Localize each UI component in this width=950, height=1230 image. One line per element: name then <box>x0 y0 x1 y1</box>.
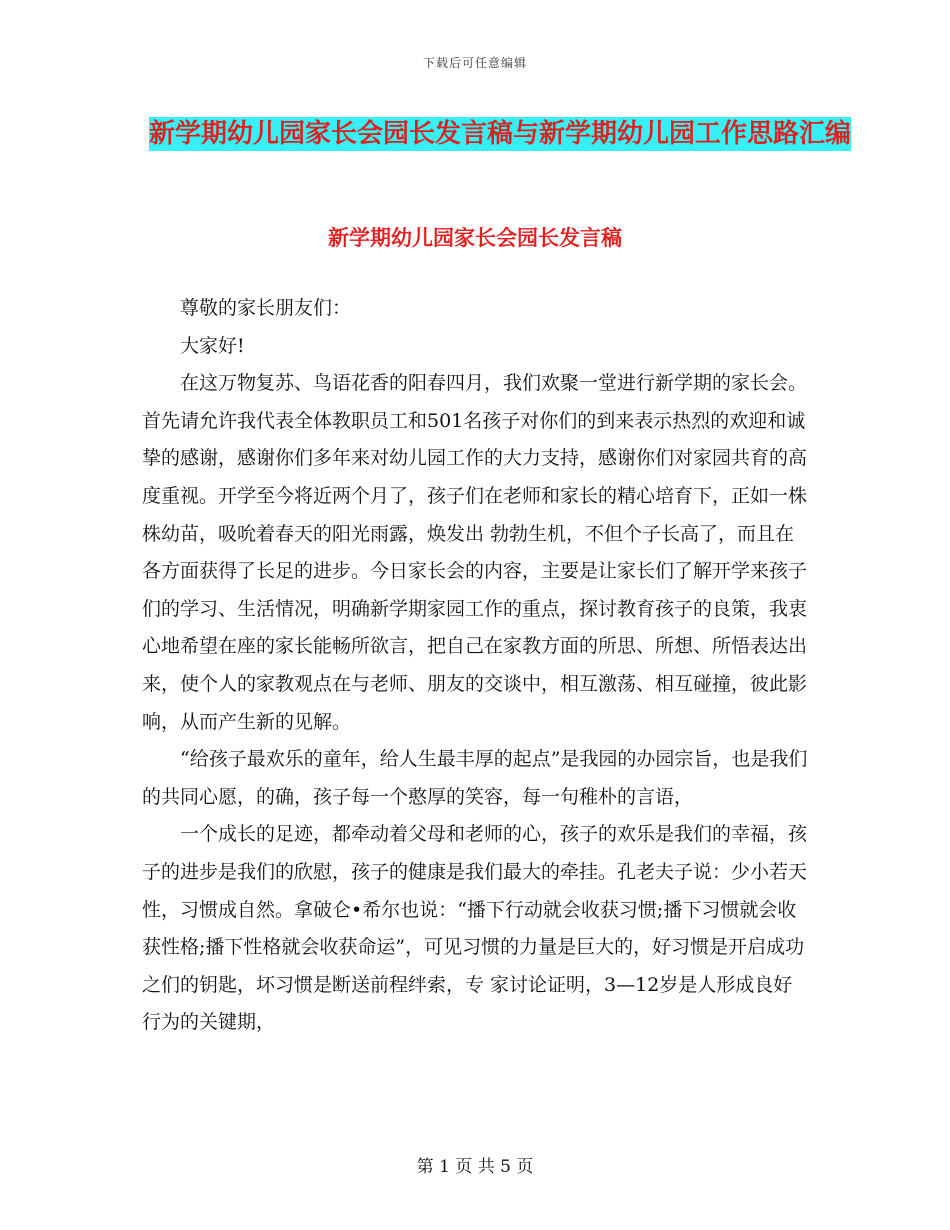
document-title: 新学期幼儿园家长会园长发言稿与新学期幼儿园工作思路汇编 <box>148 119 851 149</box>
salutation-paragraph: 尊敬的家长朋友们： <box>180 297 352 319</box>
greeting-paragraph: 大家好! <box>180 334 245 357</box>
body-paragraph: 一个成长的足迹，都牵动着父母和老师的心，孩子的欢乐是我们的幸福，孩子的进步是我们的欣慰，孩子的健康是我们最大的牵挂。孔老夫子说：少小若天性，习惯成自然。拿破仑•希尔也说：“播下行动就会收获习惯;播下习惯就会收获性格;播下性格就会收获命运”，可见习惯的力量是巨大的，好习惯是开启成功之们的钥匙，坏习惯是断送前程绊索，专 家讨论证明，3—12岁是人形成良好行为的关键期， <box>142 823 808 1034</box>
body-paragraph: “给孩子最欢乐的童年，给人生最丰厚的起点”是我园的办园宗旨，也是我们的共同心愿，的确，孩子每一个憨厚的笑容，每一句稚朴的言语， <box>142 748 808 808</box>
section-title: 新学期幼儿园家长会园长发言稿 <box>328 225 622 250</box>
header-note: 下载后可任意编辑 <box>422 56 527 70</box>
title-block <box>140 112 860 156</box>
page-footer: 第 1 页 共 5 页 <box>416 1157 534 1177</box>
body-text <box>142 290 810 1042</box>
body-paragraph: 在这万物复苏、鸟语花香的阳春四月，我们欢聚一堂进行新学期的家长会。首先请允许我代表全体教职员工和501名孩子对你们的到来表示热烈的欢迎和诚挚的感谢，感谢你们多年来对幼儿园工作的大力支持，感谢你们对家园共育的高度重视。开学至今将近两个月了，孩子们在老师和家长的精心培育下，正如一株株幼苗，吸吮着春天的阳光雨露，焕发出 勃勃生机，不但个子长高了，而且在各方面获得了长足的进步。今日家长会的内容，主要是让家长们了解开学来孩子们的学习、生活情况，明确新学期家园工作的重点，探讨教育孩子的良策，我衷心地希望在座的家长能畅所欲言，把自己在家教方面的所思、所想、所悟表达出来，使个人的家教观点在与老师、朋友的交谈中，相互激荡、相互碰撞，彼此影响，从而产生新的见解。 <box>142 372 808 733</box>
